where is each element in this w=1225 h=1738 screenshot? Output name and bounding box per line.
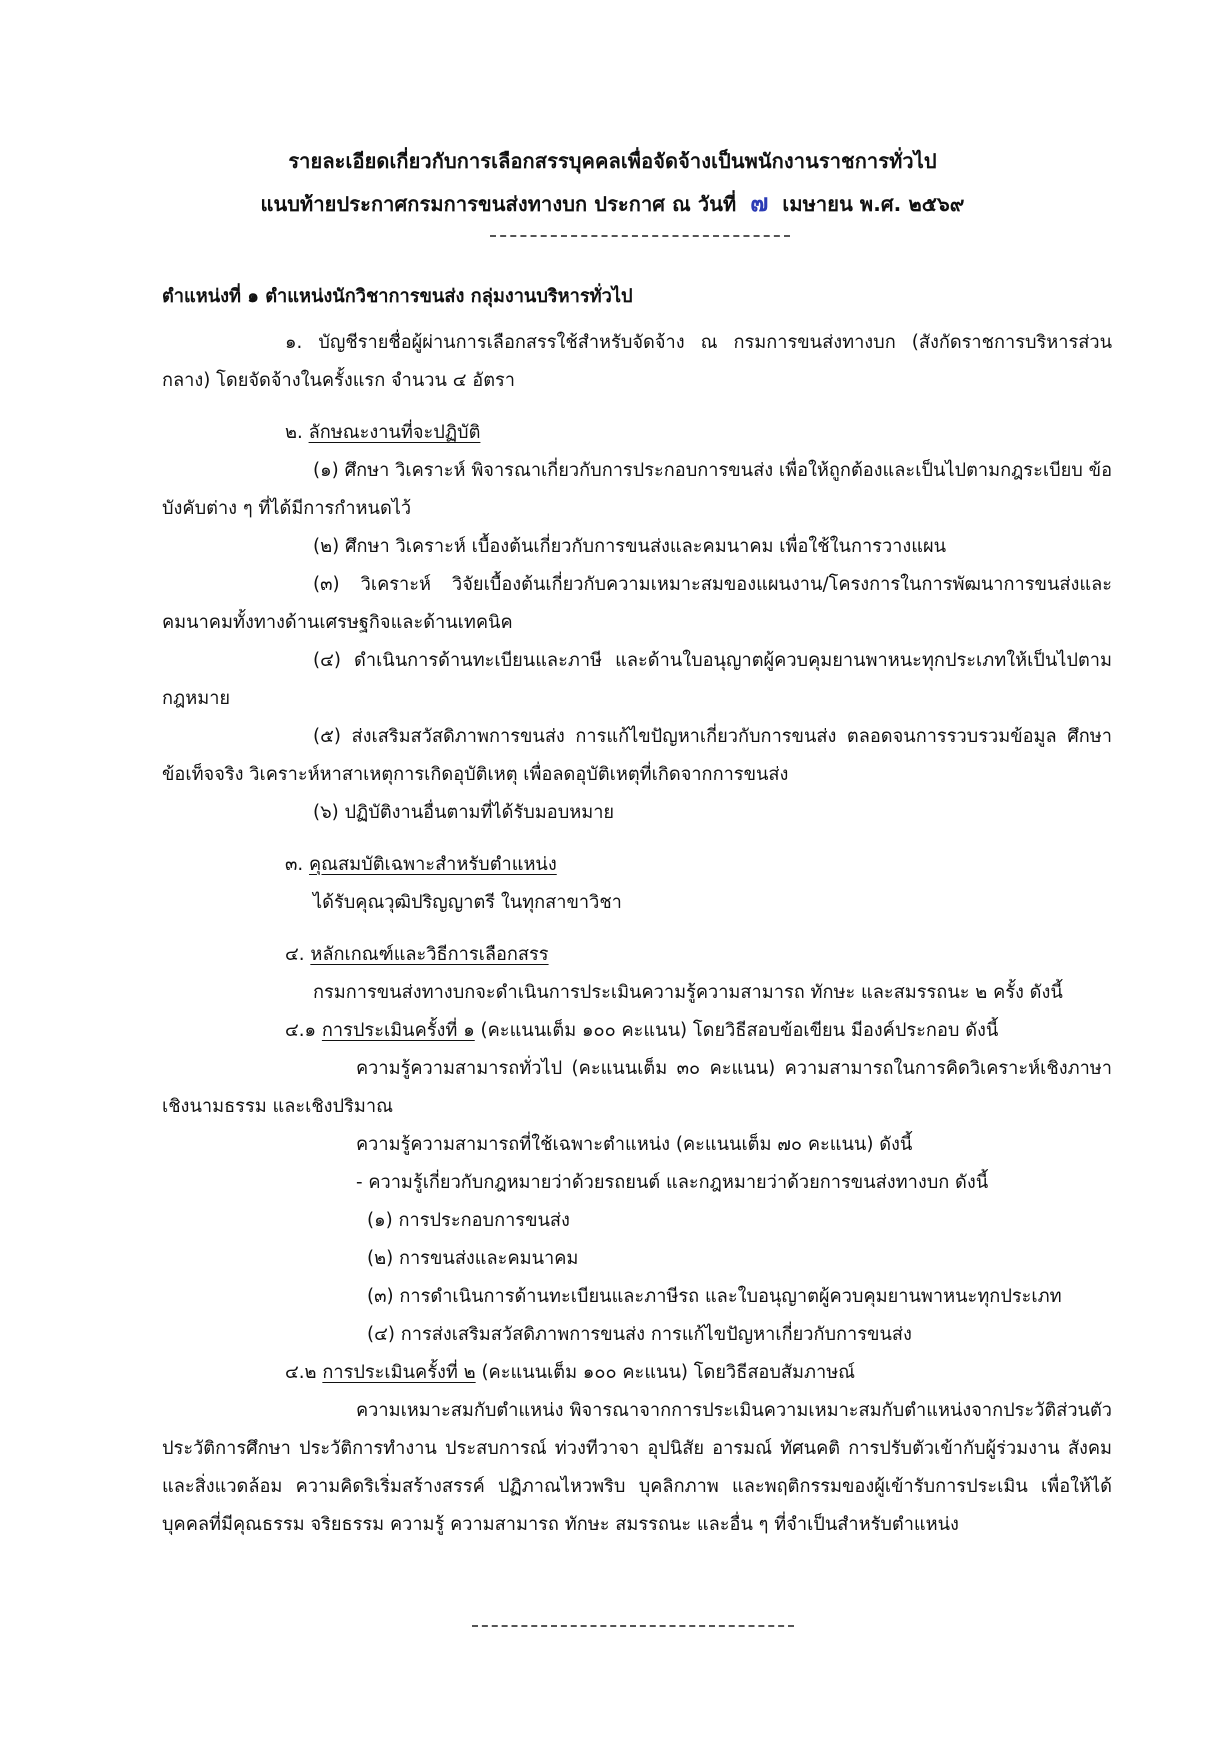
law-item: (๑) การประกอบการขนส่ง bbox=[367, 1210, 570, 1231]
header-subtitle bbox=[0, 182, 1225, 225]
law-item: (๔) การส่งเสริมสวัสดิภาพการขนส่ง การแก้ไขปัญหาเกี่ยวกับการขนส่ง bbox=[367, 1324, 912, 1345]
round-1-law: - ความรู้เกี่ยวกับกฎหมายว่าด้วยรถยนต์ และกฎหมายว่าด้วยการขนส่งทางบก ดังนี้ bbox=[356, 1172, 989, 1193]
round-1-title: การประเมินครั้งที่ ๑ bbox=[321, 1020, 475, 1041]
document-header bbox=[0, 140, 1225, 225]
item-1-text: ๑. บัญชีรายชื่อผู้ผ่านการเลือกสรรใช้สำหรับจัดจ้าง ณ กรมการขนส่งทางบก (สังกัดราชการบริหารส่วนกลาง) โดยจัดจ้างในครั้งแรก จำนวน ๔ อัตรา bbox=[162, 332, 1112, 391]
round-2-text: ความเหมาะสมกับตำแหน่ง พิจารณาจากการประเมินความเหมาะสมกับตำแหน่งจากประวัติส่วนตัว ประวัติการศึกษา ประวัติการทำงาน ประสบการณ์ ท่วงทีวาจา อุปนิสัย อารมณ์ ทัศนคติ การปรับตัวเข้ากับผู้ร่วมงาน สังคม และสิ่งแวดล้อม ความคิดริเริ่มสร้างสรรค์ ปฏิภาณไหวพริบ บุคลิกภาพ และพฤติกรรมของผู้เข้ารับการประเมิน เพื่อให้ได้บุคคลที่มีคุณธรรม จริยธรรม ความรู้ ความสามารถ ทักษะ สมรรถนะ และอื่น ๆ ที่จำเป็นสำหรับตำแหน่ง bbox=[162, 1400, 1112, 1535]
top-dashed-separator bbox=[490, 235, 790, 237]
duty-item: (๕) ส่งเสริมสวัสดิภาพการขนส่ง การแก้ไขปัญหาเกี่ยวกับการขนส่ง ตลอดจนการรวบรวมข้อมูล ศึกษาข้อเท็จจริง วิเคราะห์หาสาเหตุการเกิดอุบัติเหตุ เพื่อลดอุบัติเหตุที่เกิดจากการขนส่ง bbox=[162, 726, 1112, 785]
header-title: รายละเอียดเกี่ยวกับการเลือกสรรบุคคลเพื่อจัดจ้างเป็นพนักงานราชการทั่วไป bbox=[288, 149, 937, 173]
duty-item: (๑) ศึกษา วิเคราะห์ พิจารณาเกี่ยวกับการประกอบการขนส่ง เพื่อให้ถูกต้องและเป็นไปตามกฎระเบียบ ข้อบังคับต่าง ๆ ที่ได้มีการกำหนดไว้ bbox=[162, 460, 1112, 519]
handwritten-day: ๗ bbox=[750, 189, 769, 217]
round-2-title: การประเมินครั้งที่ ๒ bbox=[322, 1362, 476, 1383]
item-2-heading bbox=[162, 414, 1112, 452]
round-2-detail: (คะแนนเต็ม ๑๐๐ คะแนน) โดยวิธีสอบสัมภาษณ์ bbox=[481, 1362, 856, 1383]
duty-item: (๓) วิเคราะห์ วิจัยเบื้องต้นเกี่ยวกับความเหมาะสมของแผนงาน/โครงการในการพัฒนาการขนส่งและคมนาคมทั้งทางด้านเศรษฐกิจและด้านเทคนิค bbox=[162, 574, 1112, 633]
item-4-heading bbox=[162, 936, 1112, 974]
header-subtitle-date: เมษายน พ.ศ. ๒๕๖๙ bbox=[782, 192, 965, 216]
law-item: (๒) การขนส่งและคมนาคม bbox=[367, 1248, 579, 1269]
duty-item: (๔) ดำเนินการด้านทะเบียนและภาษี และด้านใบอนุญาตผู้ควบคุมยานพาหนะทุกประเภทให้เป็นไปตามกฎหมาย bbox=[162, 650, 1112, 709]
law-item: (๓) การดำเนินการด้านทะเบียนและภาษีรถ และใบอนุญาตผู้ควบคุมยานพาหนะทุกประเภท bbox=[367, 1286, 1062, 1307]
item-2-number: ๒. bbox=[285, 422, 303, 443]
round-1-general: ความรู้ความสามารถทั่วไป (คะแนนเต็ม ๓๐ คะแนน) ความสามารถในการคิดวิเคราะห์เชิงภาษา เชิงนามธรรม และเชิงปริมาณ bbox=[162, 1058, 1112, 1117]
bottom-dashed-separator bbox=[472, 1625, 794, 1627]
item-3-heading bbox=[162, 846, 1112, 884]
round-1-specific: ความรู้ความสามารถที่ใช้เฉพาะตำแหน่ง (คะแนนเต็ม ๗๐ คะแนน) ดังนี้ bbox=[356, 1134, 913, 1155]
duty-item: (๖) ปฏิบัติงานอื่นตามที่ได้รับมอบหมาย bbox=[313, 802, 615, 823]
duty-item: (๒) ศึกษา วิเคราะห์ เบื้องต้นเกี่ยวกับการขนส่งและคมนาคม เพื่อใช้ในการวางแผน bbox=[313, 536, 947, 557]
round-1-number: ๔.๑ bbox=[285, 1020, 317, 1041]
round-1-heading bbox=[162, 1012, 1112, 1050]
round-2-number: ๔.๒ bbox=[285, 1362, 317, 1383]
item-3-title: คุณสมบัติเฉพาะสำหรับตำแหน่ง bbox=[309, 854, 557, 875]
header-subtitle-text: แนบท้ายประกาศกรมการขนส่งทางบก ประกาศ ณ วันที่ bbox=[260, 192, 737, 216]
item-2-title: ลักษณะงานที่จะปฏิบัติ bbox=[308, 422, 481, 443]
item-3-text: ได้รับคุณวุฒิปริญญาตรี ในทุกสาขาวิชา bbox=[313, 892, 622, 913]
document-body bbox=[162, 278, 1112, 1544]
position-title: ตำแหน่งที่ ๑ ตำแหน่งนักวิชาการขนส่ง กลุ่มงานบริหารทั่วไป bbox=[162, 286, 633, 307]
round-1-detail: (คะแนนเต็ม ๑๐๐ คะแนน) โดยวิธีสอบข้อเขียน มีองค์ประกอบ ดังนี้ bbox=[480, 1020, 999, 1041]
item-4-title: หลักเกณฑ์และวิธีการเลือกสรร bbox=[310, 944, 549, 965]
item-4-intro: กรมการขนส่งทางบกจะดำเนินการประเมินความรู้ความสามารถ ทักษะ และสมรรถนะ ๒ ครั้ง ดังนี้ bbox=[313, 982, 1063, 1003]
item-3-number: ๓. bbox=[285, 854, 304, 875]
round-2-heading bbox=[162, 1354, 1112, 1392]
item-4-number: ๔. bbox=[285, 944, 305, 965]
